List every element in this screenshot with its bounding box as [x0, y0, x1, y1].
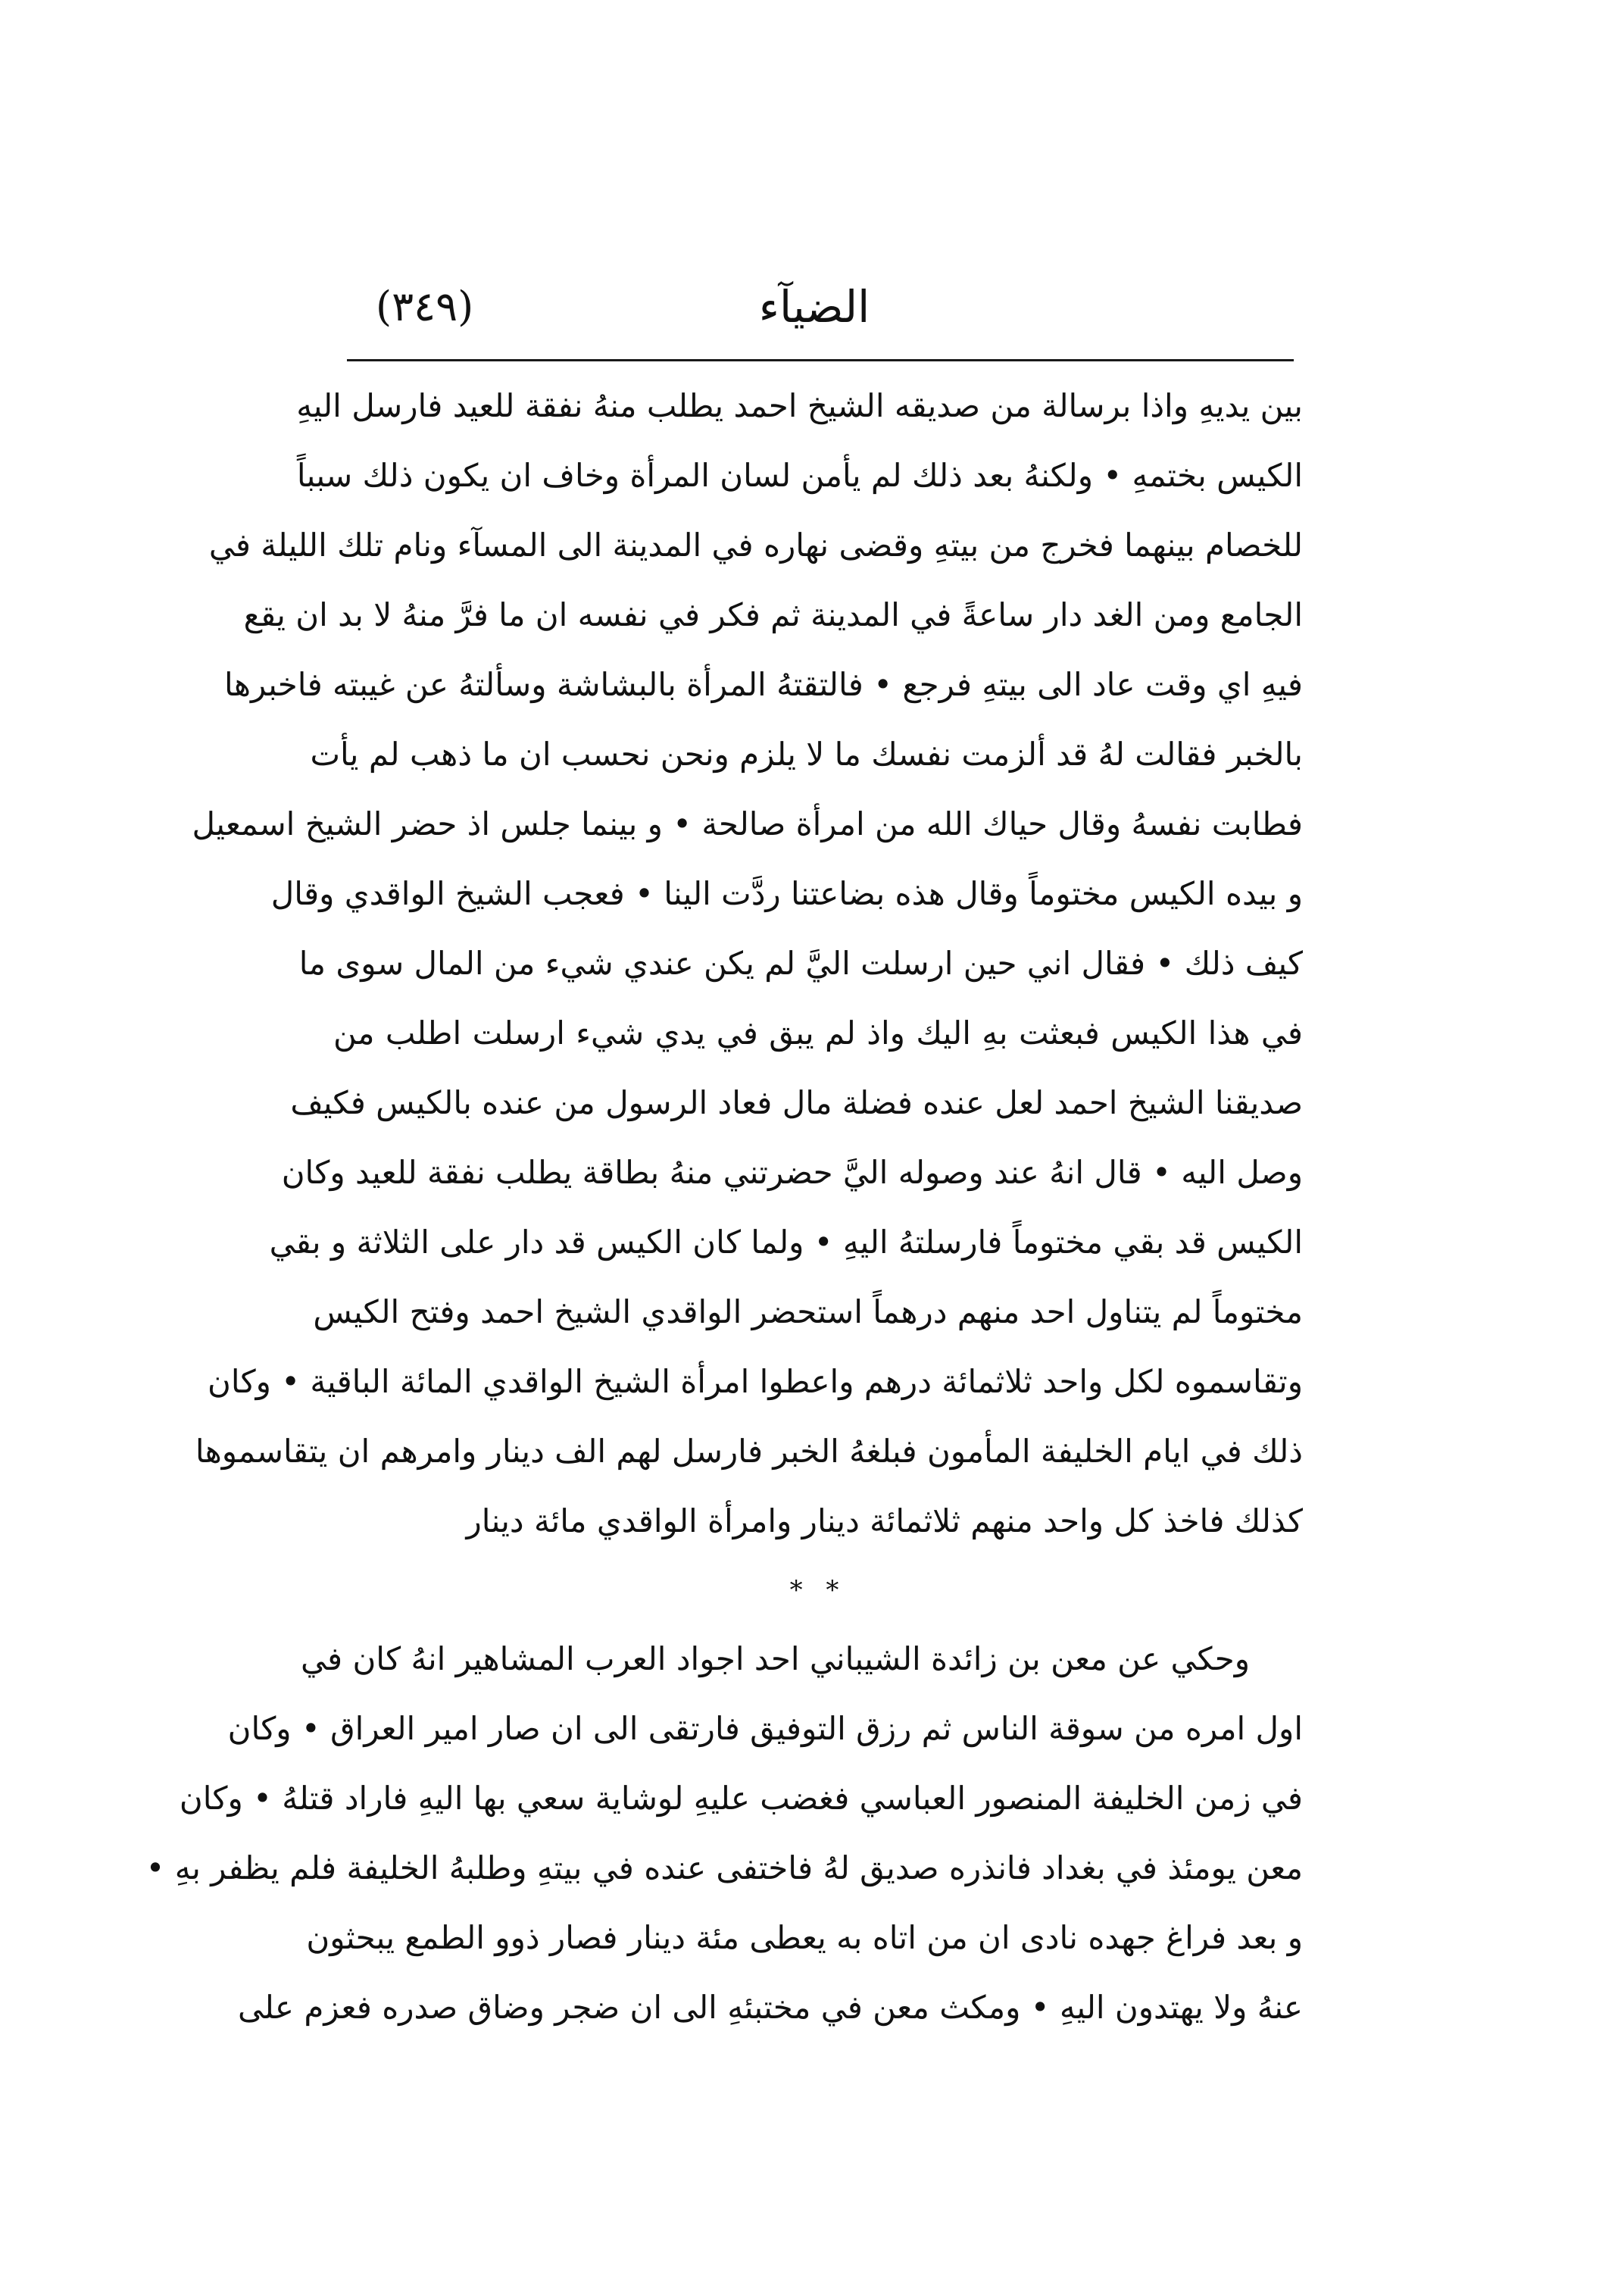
text-line: معن يومئذ في بغداد فانذره صديق لهُ فاختفى عنده في بيتهِ وطلبهُ الخليفة فلم يظفر بهِ • — [145, 1849, 1303, 1886]
text-line: وتقاسموه لكل واحد ثلاثمائة درهم واعطوا امرأة الشيخ الواقدي المائة الباقية • وكان — [207, 1363, 1303, 1400]
text-line: و بعد فراغ جهده نادى ان من اتاه به يعطى مئة دينار فصار ذوو الطمع يبحثون — [306, 1919, 1303, 1956]
text-line: فطابت نفسهُ وقال حياك الله من امرأة صالحة • و بينما جلس اذ حضر الشيخ اسمعيل — [192, 805, 1303, 842]
text-line: ذلك في ايام الخليفة المأمون فبلغهُ الخبر فارسل لهم الف دينار وامرهم ان يتقاسموها — [195, 1433, 1303, 1470]
text-line: في هذا الكيس فبعثت بهِ اليك واذ لم يبق في يدي شيء ارسلت اطلب من — [333, 1014, 1303, 1052]
text-line: للخصام بينهما فخرج من بيتهِ وقضى نهاره في المدينة الى المسآء ونام تلك الليلة في — [208, 527, 1303, 564]
text-line: كيف ذلك • فقال اني حين ارسلت اليَّ لم يكن عندي شيء من المال سوى ما — [298, 945, 1303, 982]
text-line: عنهُ ولا يهتدون اليهِ • ومكث معن في مختبئهِ الى ان ضجر وضاق صدره فعزم على — [238, 1989, 1303, 2026]
section-separator: * * — [789, 1575, 847, 1605]
text-line: و بيده الكيس مختوماً وقال هذه بضاعتنا ردَّت الينا • فعجب الشيخ الواقدي وقال — [270, 875, 1303, 912]
header-rule — [347, 359, 1294, 361]
text-line: وحكي عن معن بن زائدة الشيباني احد اجواد العرب المشاهير انهُ كان في — [301, 1640, 1250, 1677]
text-line: اول امره من سوقة الناس ثم رزق التوفيق فارتقى الى ان صار امير العراق • وكان — [227, 1710, 1303, 1747]
text-line: فيهِ اي وقت عاد الى بيتهِ فرجع • فالتقتهُ المرأة بالبشاشة وسألتهُ عن غيبته فاخبرها — [224, 666, 1303, 703]
text-line: في زمن الخليفة المنصور العباسي فغضب عليهِ لوشاية سعي بها اليهِ فاراد قتلهُ • وكان — [179, 1780, 1303, 1817]
text-line: الجامع ومن الغد دار ساعةً في المدينة ثم فكر في نفسه ان ما فرَّ منهُ لا بد ان يقع — [243, 596, 1303, 633]
text-line: الكيس قد بقي مختوماً فارسلتهُ اليهِ • ولما كان الكيس قد دار على الثلاثة و بقي — [269, 1224, 1303, 1261]
text-line: كذلك فاخذ كل واحد منهم ثلاثمائة دينار وامرأة الواقدي مائة دينار — [466, 1502, 1303, 1539]
text-line: مختوماً لم يتناول احد منهم درهماً استحضر الواقدي الشيخ احمد وفتح الكيس — [313, 1293, 1303, 1330]
text-line: بالخبر فقالت لهُ قد ألزمت نفسك ما لا يلزم ونحن نحسب ان ما ذهب لم يأت — [310, 736, 1303, 773]
text-line: وصل اليه • قال انهُ عند وصوله اليَّ حضرتني منهُ بطاقة يطلب نفقة للعيد وكان — [281, 1154, 1303, 1191]
page-header — [333, 273, 1295, 356]
text-line: الكيس بختمهِ • ولكنهُ بعد ذلك لم يأمن لسان المرأة وخاف ان يكون ذلك سبباً — [296, 457, 1303, 494]
body-text — [145, 371, 1303, 2043]
text-line: بين يديهِ واذا برسالة من صديقه الشيخ احمد يطلب منهُ نفقة للعيد فارسل اليهِ — [296, 387, 1303, 424]
running-title: الضيآء — [758, 281, 870, 333]
page-number: (٣٤٩) — [376, 283, 474, 330]
text-line: صديقنا الشيخ احمد لعل عنده فضلة مال فعاد الرسول من عنده بالكيس فكيف — [290, 1084, 1303, 1121]
